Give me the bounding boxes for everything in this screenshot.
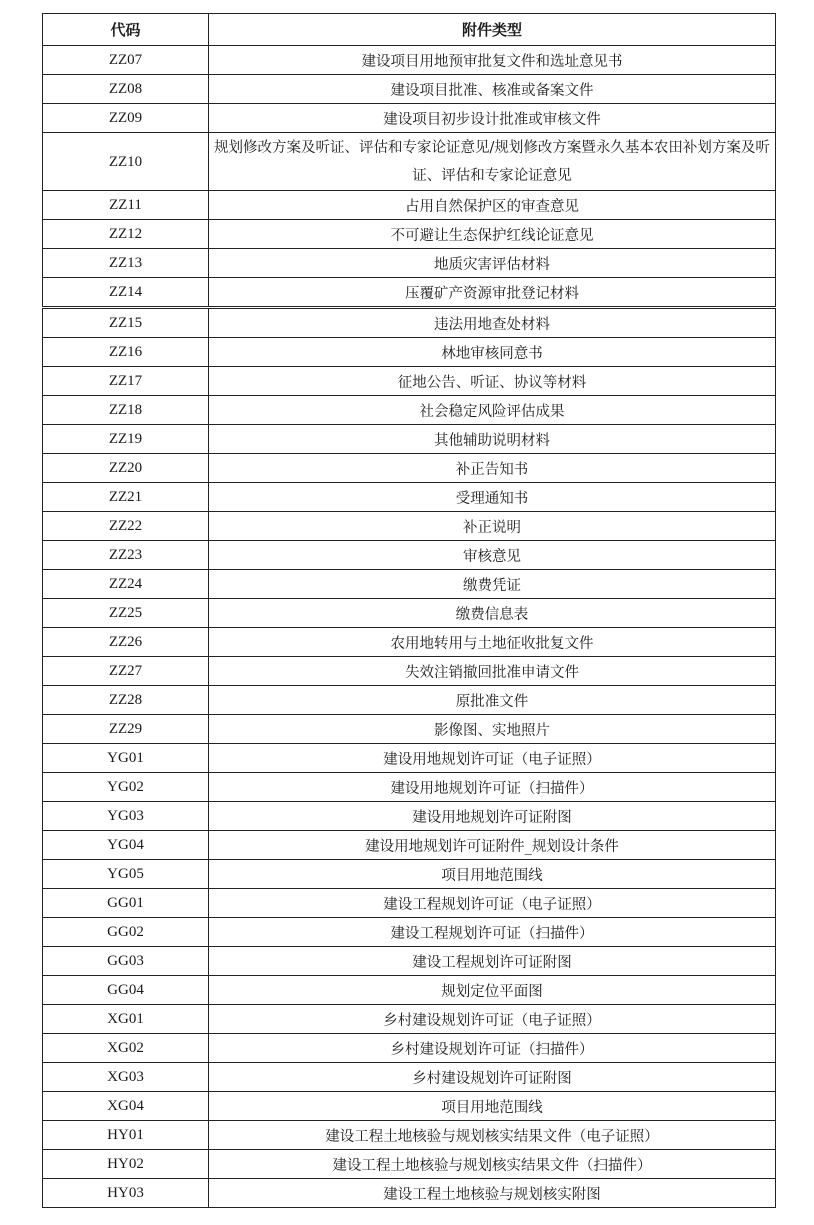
table-row [43,1150,776,1179]
attachment-type: 建设用地规划许可证附件_规划设计条件 [209,831,776,860]
table-row [43,773,776,802]
attachment-code: ZZ13 [43,249,209,278]
attachment-type: 受理通知书 [209,483,776,512]
table-row [43,918,776,947]
attachment-type: 项目用地范围线 [209,860,776,889]
attachment-type: 建设用地规划许可证（电子证照） [209,744,776,773]
attachment-code: ZZ10 [43,133,209,191]
attachment-type: 补正说明 [209,512,776,541]
table-row [43,541,776,570]
table-row [43,628,776,657]
attachment-code: ZZ09 [43,104,209,133]
table-row [43,278,776,308]
attachment-type: 建设工程规划许可证附图 [209,947,776,976]
attachment-code: XG02 [43,1034,209,1063]
attachment-type: 缴费信息表 [209,599,776,628]
attachment-type: 违法用地查处材料 [209,308,776,338]
attachment-type: 影像图、实地照片 [209,715,776,744]
table-row [43,802,776,831]
table-row [43,599,776,628]
table-row [43,483,776,512]
table-row [43,220,776,249]
attachment-type: 失效注销撤回批准申请文件 [209,657,776,686]
table-row [43,686,776,715]
table-row [43,947,776,976]
attachment-code: YG03 [43,802,209,831]
attachment-code: YG02 [43,773,209,802]
attachment-code: ZZ17 [43,367,209,396]
header-attachment-type: 附件类型 [209,14,776,46]
attachment-code: GG03 [43,947,209,976]
table-row [43,1034,776,1063]
table-row [43,860,776,889]
table-row [43,715,776,744]
attachment-code: ZZ20 [43,454,209,483]
attachment-code: XG04 [43,1092,209,1121]
attachment-code: GG01 [43,889,209,918]
attachment-type: 建设项目用地预审批复文件和选址意见书 [209,46,776,75]
attachment-code: ZZ16 [43,338,209,367]
attachment-code: HY01 [43,1121,209,1150]
attachment-type: 乡村建设规划许可证（扫描件） [209,1034,776,1063]
attachment-code: GG02 [43,918,209,947]
attachment-code: YG01 [43,744,209,773]
attachment-code: ZZ23 [43,541,209,570]
table-row [43,46,776,75]
attachment-code: ZZ18 [43,396,209,425]
attachment-type: 建设工程土地核验与规划核实结果文件（扫描件） [209,1150,776,1179]
attachment-code: XG03 [43,1063,209,1092]
attachment-code: GG04 [43,976,209,1005]
table-row [43,75,776,104]
attachment-type: 建设工程土地核验与规划核实结果文件（电子证照） [209,1121,776,1150]
attachment-type: 项目用地范围线 [209,1092,776,1121]
attachment-code: ZZ15 [43,308,209,338]
table-row [43,1063,776,1092]
attachment-type: 建设工程土地核验与规划核实附图 [209,1179,776,1208]
attachment-type: 建设工程规划许可证（扫描件） [209,918,776,947]
table-row [43,425,776,454]
attachment-code: ZZ07 [43,46,209,75]
attachment-type: 压覆矿产资源审批登记材料 [209,278,776,308]
table-header-row [43,14,776,46]
table-row [43,744,776,773]
table-row [43,249,776,278]
attachment-type: 规划定位平面图 [209,976,776,1005]
attachment-code: ZZ29 [43,715,209,744]
attachment-code: YG04 [43,831,209,860]
attachment-code: ZZ08 [43,75,209,104]
table-row [43,1121,776,1150]
attachment-type: 其他辅助说明材料 [209,425,776,454]
attachment-code: ZZ11 [43,191,209,220]
attachment-type: 补正告知书 [209,454,776,483]
table-row [43,1092,776,1121]
table-row [43,657,776,686]
table-row [43,308,776,338]
attachment-code: HY03 [43,1179,209,1208]
attachment-code: HY02 [43,1150,209,1179]
attachment-type: 地质灾害评估材料 [209,249,776,278]
table-row [43,338,776,367]
attachment-code: ZZ24 [43,570,209,599]
table-row [43,396,776,425]
attachment-type: 建设项目初步设计批准或审核文件 [209,104,776,133]
table-row [43,570,776,599]
attachment-type: 占用自然保护区的审查意见 [209,191,776,220]
header-code: 代码 [43,14,209,46]
attachment-type: 不可避让生态保护红线论证意见 [209,220,776,249]
attachment-type-table [42,13,776,1208]
attachment-type: 农用地转用与土地征收批复文件 [209,628,776,657]
attachment-code: ZZ28 [43,686,209,715]
attachment-type: 审核意见 [209,541,776,570]
table-row [43,1005,776,1034]
attachment-code: ZZ12 [43,220,209,249]
table-row [43,831,776,860]
table-body [43,46,776,1208]
table-row [43,976,776,1005]
table-row [43,454,776,483]
table-row [43,133,776,191]
table-row [43,1179,776,1208]
attachment-type: 建设用地规划许可证（扫描件） [209,773,776,802]
attachment-code: ZZ26 [43,628,209,657]
attachment-type: 社会稳定风险评估成果 [209,396,776,425]
attachment-code: YG05 [43,860,209,889]
table-row [43,104,776,133]
attachment-type: 林地审核同意书 [209,338,776,367]
attachment-type: 缴费凭证 [209,570,776,599]
attachment-code: ZZ14 [43,278,209,308]
attachment-type: 乡村建设规划许可证（电子证照） [209,1005,776,1034]
attachment-type: 乡村建设规划许可证附图 [209,1063,776,1092]
attachment-code: ZZ19 [43,425,209,454]
attachment-type: 建设用地规划许可证附图 [209,802,776,831]
attachment-type: 建设项目批准、核准或备案文件 [209,75,776,104]
attachment-type: 征地公告、听证、协议等材料 [209,367,776,396]
attachment-type: 原批准文件 [209,686,776,715]
attachment-code: ZZ25 [43,599,209,628]
table-row [43,367,776,396]
attachment-code: ZZ27 [43,657,209,686]
attachment-type: 建设工程规划许可证（电子证照） [209,889,776,918]
table-row [43,889,776,918]
attachment-code: XG01 [43,1005,209,1034]
table-row [43,191,776,220]
attachment-type: 规划修改方案及听证、评估和专家论证意见/规划修改方案暨永久基本农田补划方案及听证、评估和专家论证意见 [209,133,776,191]
table-row [43,512,776,541]
attachment-code: ZZ21 [43,483,209,512]
attachment-code: ZZ22 [43,512,209,541]
